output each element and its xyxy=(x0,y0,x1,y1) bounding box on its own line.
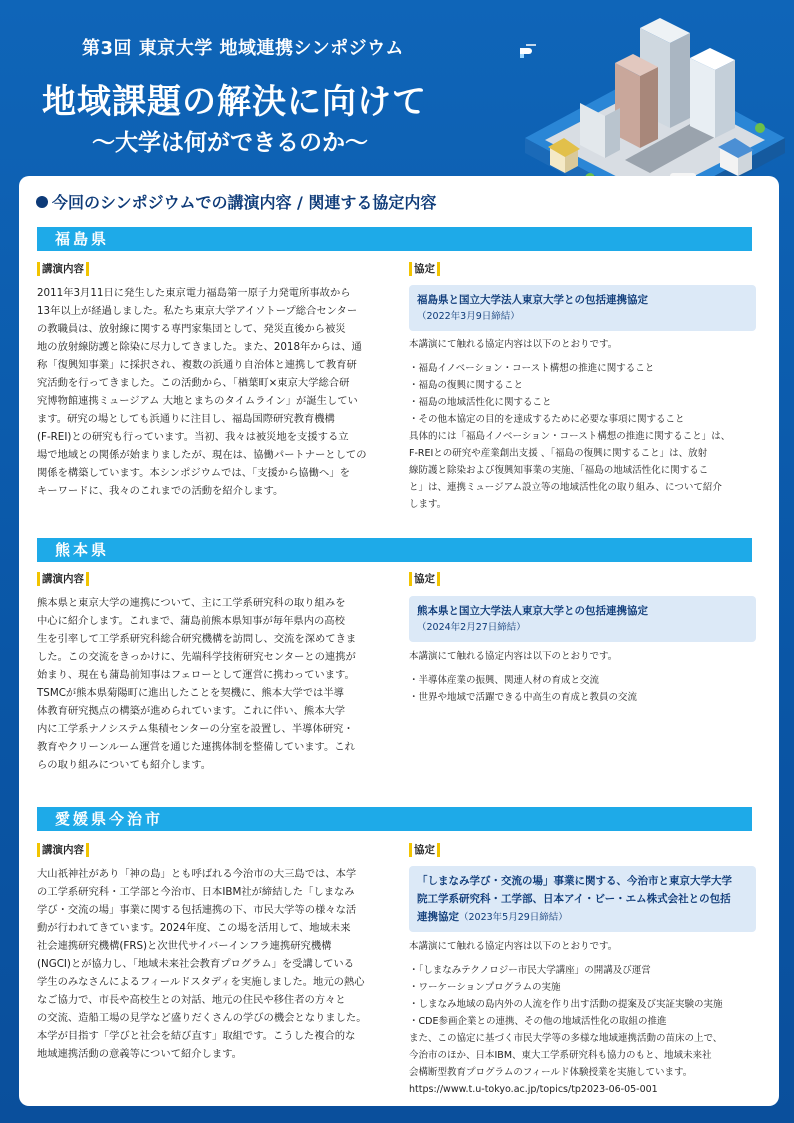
agreement-label: 協定 xyxy=(409,571,440,587)
region-band-fukushima: 福島県 xyxy=(37,227,752,251)
agreement-text-imabari: 本講演にて触れる協定内容は以下のとおりです。 ・ 「しまなみテクノロジー市民大学講座」の開講及び運営 ・ ワーケーションプログラムの実施 ・ しまなみ地域の島内外の人流を作り出す活動の提案及び実証実験の実施 ・ CDE参画企業との連携、その他の地域活性化の取組の推進 また、この協定に基づく市民大学等の多様な地域連携活動の苗床の上で、 今治市のほか、日本IBM、東大工学系研究科も協力のもと、地域未来社 会構断型教育プログラムのフィールド体験授業を実施しています。 https://www.t.u-tokyo.ac.jp/topics/tp2023-06-05-001 xyxy=(409,938,756,1098)
region-band-imabari: 愛媛県今治市 xyxy=(37,807,752,831)
lecture-text-kumamoto: 熊本県と東京大学の連携について、主に工学系研究科の取り組みを 中心に紹介します。これまで、蒲島前熊本県知事が毎年県内の高校 生を引率して工学系研究科総合研究機構を訪問し、交流を深めてきま した。この交流をきっかけに、先端科学技術研究センターとの連携が 始まり、現在も蒲島前知事はフェローとして運営に携わっています。 TSMCが熊本県菊陽町に進出したことを契機に、熊本大学では半導 体教育研究拠点の構築が進められています。これに伴い、熊本大学 内に工学系ナノシステム集積センターの分室を設置し、半導体研究・ 教育やクリーンルーム運営を通じた連携体制を整備しています。これ らの取り組みについても紹介します。 xyxy=(37,597,357,771)
list-item: ・ 世界や地域で活躍できる中高生の育成と教員の交流 xyxy=(409,689,756,706)
symposium-subtitle: 第3回 東京大学 地域連携シンポジウム xyxy=(82,38,404,59)
lecture-label: 講演内容 xyxy=(37,261,89,277)
agreement-box-fukushima xyxy=(409,285,756,331)
list-item: ・ その他本協定の目的を達成するために必要な事項に関すること xyxy=(409,411,756,428)
agreement-title: 「しまなみ学び・交流の場」事業に関する、今治市と東京大学大学 院工学系研究科・工学部、日本アイ・ビー・エム株式会社との包括 連携協定（2023年5月29日締結） xyxy=(417,875,732,923)
agreement-text-fukushima: 本講演にて触れる協定内容は以下のとおりです。 ・ 福島イノベーション・コースト構想の推進に関すること ・ 福島の復興に関すること ・ 福島の地域活性化に関すること ・ その他本協定の目的を達成するために必要な事項に関すること 具体的には「福島イノベーション・コースト構想の推進に関すること」は、 F-REIとの研究や産業創出支援 、「福島の復興に関すること」は、放射 線防護と除染および復興知事業の実施、「福島の地域活性化に関するこ と」は、連携ミュージアム設立等の地域活性化の取り組み、について紹介 します。 xyxy=(409,336,756,513)
bullet-dot-icon xyxy=(36,196,48,208)
agreement-title: 熊本県と国立大学法人東京大学との包括連携協定 xyxy=(417,605,648,617)
agreement-box-imabari xyxy=(409,866,756,932)
lecture-label: 講演内容 xyxy=(37,842,89,858)
drone-icon xyxy=(520,45,536,58)
agreement-label: 協定 xyxy=(409,261,440,277)
lecture-label: 講演内容 xyxy=(37,571,89,587)
agreement-date: （2023年5月29日締結） xyxy=(459,912,568,923)
list-item: ・ しまなみ地域の島内外の人流を作り出す活動の提案及び実証実験の実施 xyxy=(409,996,756,1013)
list-item: ・ 福島の復興に関すること xyxy=(409,377,756,394)
list-item: ・ 福島の地域活性化に関すること xyxy=(409,394,756,411)
agreement-title: 福島県と国立大学法人東京大学との包括連携協定 xyxy=(417,294,648,306)
agreement-box-kumamoto xyxy=(409,596,756,642)
list-item: ・ 福島イノベーション・コースト構想の推進に関すること xyxy=(409,360,756,377)
list-item: ・ ワーケーションプログラムの実施 xyxy=(409,979,756,996)
main-title: 地域課題の解決に向けて xyxy=(42,82,427,122)
agreement-date: （2024年2月27日締結） xyxy=(417,622,526,633)
list-item: ・ 「しまなみテクノロジー市民大学講座」の開講及び運営 xyxy=(409,962,756,979)
agreement-text-kumamoto: 本講演にて触れる協定内容は以下のとおりです。 ・ 半導体産業の振興、関連人材の育成と交流 ・ 世界や地域で活躍できる中高生の育成と教員の交流 xyxy=(409,648,756,706)
list-item: ・ CDE参画企業との連携、その他の地域活性化の取組の推進 xyxy=(409,1013,756,1030)
reference-link[interactable]: https://www.t.u-tokyo.ac.jp/topics/tp2023-06-05-001 xyxy=(409,1084,658,1095)
lecture-text-fukushima: 2011年3月11日に発生した東京電力福島第一原子力発電所事故から 13年以上が経過しました。私たち東京大学アイソトープ総合センター の教職員は、放射線に関する専門家集団として、発災直後から被災 地の放射線防護と除染に尽力してきました。また、2018年からは、通 称「復興知事業」に採択され、複数の浜通り自治体と連携して教育研 究活動を行ってきました。この活動から、「楢葉町×東京大学総合研 究博物館連携ミュージアム 大地とまちのタイムライン」が誕生してい ます。研究の場としても浜通りに注目し、福島国際研究教育機構 (F-REI)との研究も行っています。当初、我々は被災地を支援する立 場で地域との関係が始まりましたが、現在は、協働パートナーとしての 関係を構築しています。本シンポジウムでは、「支援から協働へ」を キーワードに、我々のこれまでの活動を紹介します。 xyxy=(37,287,367,497)
section-heading: 今回のシンポジウムでの講演内容 / 関連する協定内容 xyxy=(36,190,436,213)
lecture-text-imabari: 大山祇神社があり「神の島」とも呼ばれる今治市の大三島では、本学 の工学系研究科・工学部と今治市、日本IBM社が締結した「しまなみ 学び・交流の場」事業に関する包括連携の下、市民大学等の様々な活 動が行われてきています。2024年度、この場を活用して、地域未来 社会連携研究機構(FRS)と次世代サイバーインフラ連携研究機構 (NGCI)とが協力し、「地域未来社会教育プログラム」を受講している 学生のみなさんによるフィールドスタディを実施しました。地元の熱心 なご協力で、市長や高校生との対話、地元の住民や移住者の方々と の交流、造船工場の見学など盛りだくさんの学びの機会となりました。 本学が目指す「学びと社会を結び直す」取組です。こうした複合的な 地域連携活動の意義等について紹介します。 xyxy=(37,868,367,1060)
region-band-kumamoto: 熊本県 xyxy=(37,538,752,562)
list-item: ・ 半導体産業の振興、関連人材の育成と交流 xyxy=(409,672,756,689)
tagline: ～大学は何ができるのか～ xyxy=(92,130,368,156)
agreement-label: 協定 xyxy=(409,842,440,858)
agreement-date: （2022年3月9日締結） xyxy=(417,311,520,322)
